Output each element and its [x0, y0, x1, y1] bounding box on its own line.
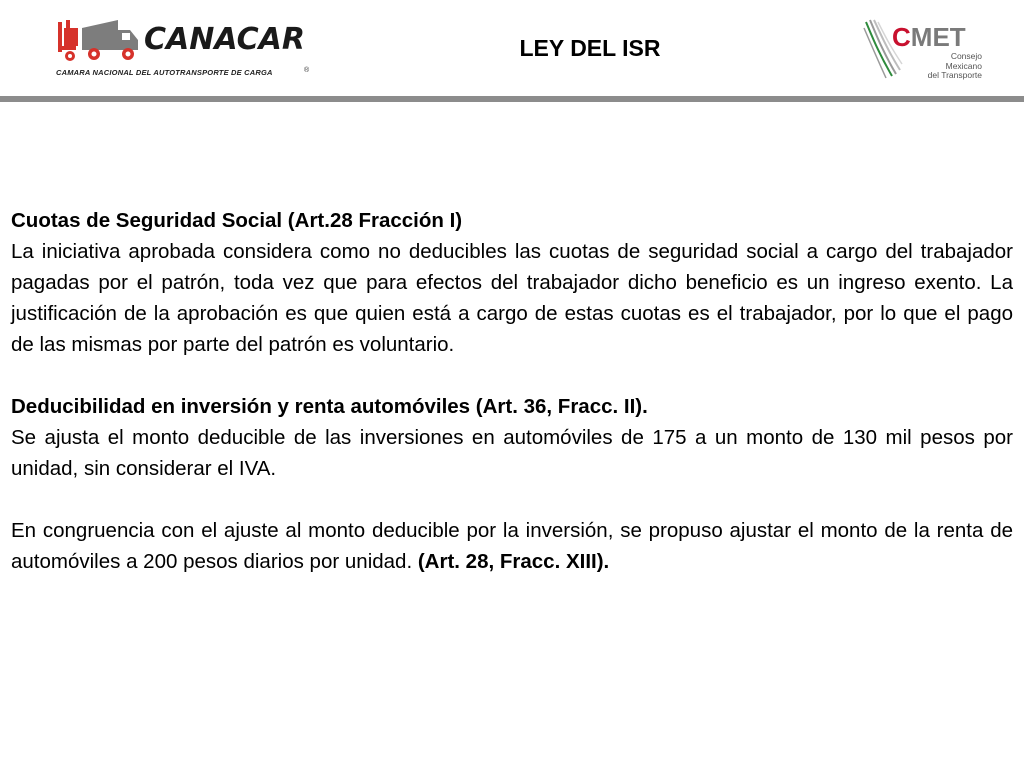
section-body-automobiles: Se ajusta el monto deducible de las inversiones en automóviles de 175 a un monto de 130 mil pesos por unidad, sin considerar el IVA. — [11, 426, 1013, 480]
slide-body — [11, 205, 1013, 577]
cmet-accent-letter: C — [892, 22, 911, 52]
paragraph-gap — [11, 484, 1013, 515]
slide-header — [0, 0, 1024, 96]
canacar-tagline: CAMARA NACIONAL DEL AUTOTRANSPORTE DE CARGA — [56, 68, 273, 77]
cmet-logo — [862, 18, 982, 82]
section-body-social-security: La iniciativa aprobada considera como no deducibles las cuotas de seguridad social a cargo del trabajador pagadas por el patrón, toda vez que para efectos del trabajador dicho beneficio es un ingreso exento. La justificación de la aprobación es que quien está a cargo de estas cuotas es el trabajador, por lo que el pago de las mismas por parte del patrón es voluntario. — [11, 240, 1013, 356]
rent-paragraph-text: En congruencia con el ajuste al monto deducible por la inversión, se propuso ajustar el monto de la renta de automóviles a 200 pesos diarios por unidad. — [11, 519, 1013, 573]
canacar-wordmark: CANACAR — [144, 22, 305, 57]
canacar-logo — [56, 14, 316, 80]
section-body-rent — [11, 515, 1013, 577]
slide-title: LEY DEL ISR — [519, 35, 661, 61]
cmet-subtitle-line: Mexicano — [945, 60, 982, 71]
cmet-subtitle-line: del Transporte — [927, 70, 982, 80]
section-heading-social-security: Cuotas de Seguridad Social (Art.28 Fracción I) — [11, 209, 463, 232]
cmet-wordmark — [892, 24, 966, 50]
truck-icon — [56, 16, 140, 64]
rent-article-reference: (Art. 28, Fracc. XIII). — [417, 550, 610, 573]
cmet-name-rest: MET — [910, 22, 966, 52]
section-heading-automobiles: Deducibilidad en inversión y renta automóviles (Art. 36, Fracc. II). — [11, 395, 648, 418]
header-divider — [0, 96, 1024, 102]
paragraph-gap — [11, 360, 1013, 391]
cmet-subtitle — [902, 52, 982, 81]
cmet-subtitle-line: Consejo — [950, 51, 982, 61]
registered-mark: ® — [304, 67, 310, 74]
